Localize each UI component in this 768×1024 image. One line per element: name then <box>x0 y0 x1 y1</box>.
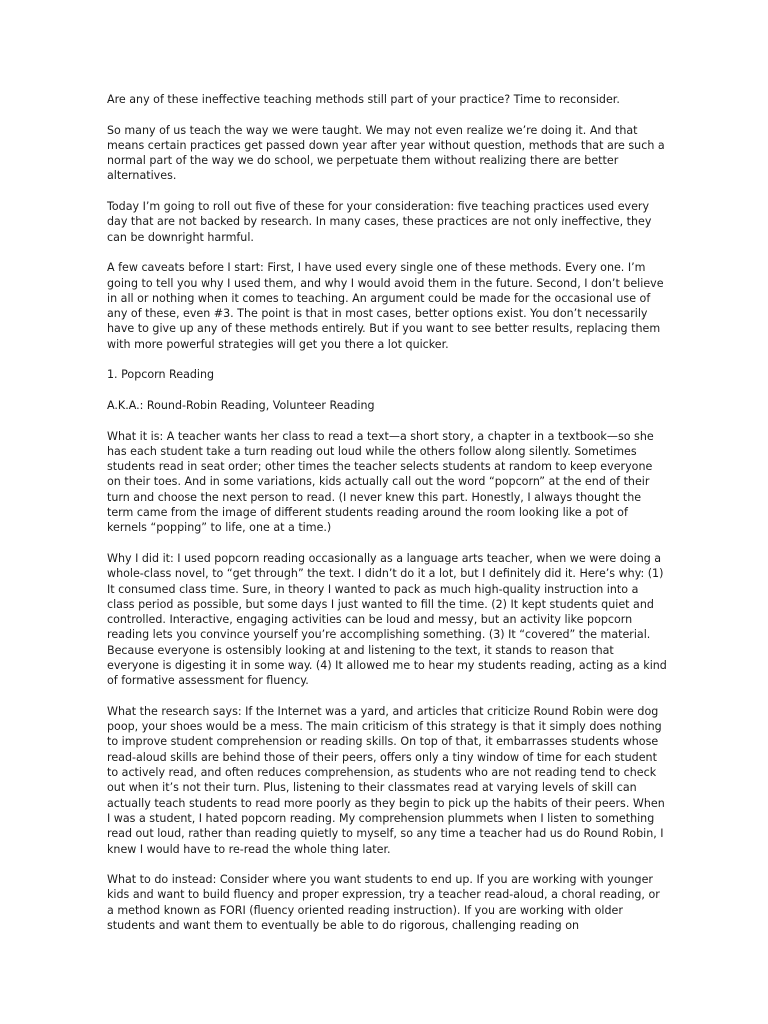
intro-question: Are any of these ineffective teaching methods still part of your practice? Time to reconsider. <box>107 93 620 106</box>
section-heading-popcorn-reading: 1. Popcorn Reading <box>107 368 215 382</box>
why-i-did-it-paragraph: Why I did it: I used popcorn reading occasionally as a language arts teacher, when we were doing a whole-class novel, to “get through” the text. I didn’t do it a lot, but I definitely did it. Here’s why: (1) It consumed class time. Sure, in theory I wanted to pack as much high-quality instruction into a class period as possible, but some days I just wanted to fill the time. (2) It kept students quiet and controlled. Interactive, engaging activities can be loud and messy, but an activity like popcorn reading lets you convince yourself you’re accomplishing something. (3) It “covered” the material. Because everyone is ostensibly looking at and listening to the text, it stands to reason that everyone is digesting it in some way. (4) It allowed me to hear my students reading, acting as a kind of formative assessment for fluency. <box>107 551 667 688</box>
what-it-is-paragraph: What it is: A teacher wants her class to read a text—a short story, a chapter in a textbook—so she has each student take a turn reading out loud while the others follow along silently. Sometimes students read in seat order; other times the teacher selects students at random to keep everyone on their toes. And in some variations, kids actually call out the word “popcorn” at the end of their turn and choose the next person to read. (I never knew this part. Honestly, I always thought the term came from the image of different students reading around the room looking like a pot of kernels “popping” to life, one at a time.) <box>107 429 654 535</box>
research-paragraph: What the research says: If the Internet was a yard, and articles that criticize Round Robin were dog poop, your shoes would be a mess. The main criticism of this strategy is that it simply does nothing to improve student comprehension or reading skills. On top of that, it embarrasses students whose read-aloud skills are behind those of their peers, offers only a tiny window of time for each student to actively read, and often reduces comprehension, as students who are not reading tend to check out when it’s not their turn. Plus, listening to their classmates read at varying levels of skill can actually teach students to read more poorly as they begin to pick up the habits of their peers. When I was a student, I hated popcorn reading. My comprehension plummets when I listen to something read out loud, rather than reading quietly to myself, so any time a teacher had us do Round Robin, I knew I would have to re-read the whole thing later. <box>107 704 665 856</box>
overview-paragraph: Today I’m going to roll out five of these for your consideration: five teaching practices used every day that are not backed by research. In many cases, these practices are not only ineffective, they can be downright harmful. <box>107 200 652 244</box>
document-page <box>107 92 667 949</box>
aka-line: A.K.A.: Round-Robin Reading, Volunteer Reading <box>107 398 375 412</box>
intro-paragraph: So many of us teach the way we were taught. We may not even realize we’re doing it. And that means certain practices get passed down year after year without question, methods that are such a normal part of the way we do school, we perpetuate them without realizing there are better alternatives. <box>107 123 665 183</box>
caveats-paragraph: A few caveats before I start: First, I have used every single one of these methods. Every one. I’m going to tell you why I used them, and why I would avoid them in the future. Second, I don’t believe in all or nothing when it comes to teaching. An argument could be made for the occasional use of any of these, even #3. The point is that in most cases, better options exist. You don’t necessarily have to give up any of these methods entirely. But if you want to see better results, replacing them with more powerful strategies will get you there a lot quicker. <box>107 261 664 351</box>
what-to-do-instead-paragraph: What to do instead: Consider where you want students to end up. If you are working with younger kids and want to build fluency and proper expression, try a teacher read-aloud, a choral reading, or a method known as FORI (fluency oriented reading instruction). If you are working with older students and want them to eventually be able to do rigorous, challenging reading on <box>107 873 660 933</box>
